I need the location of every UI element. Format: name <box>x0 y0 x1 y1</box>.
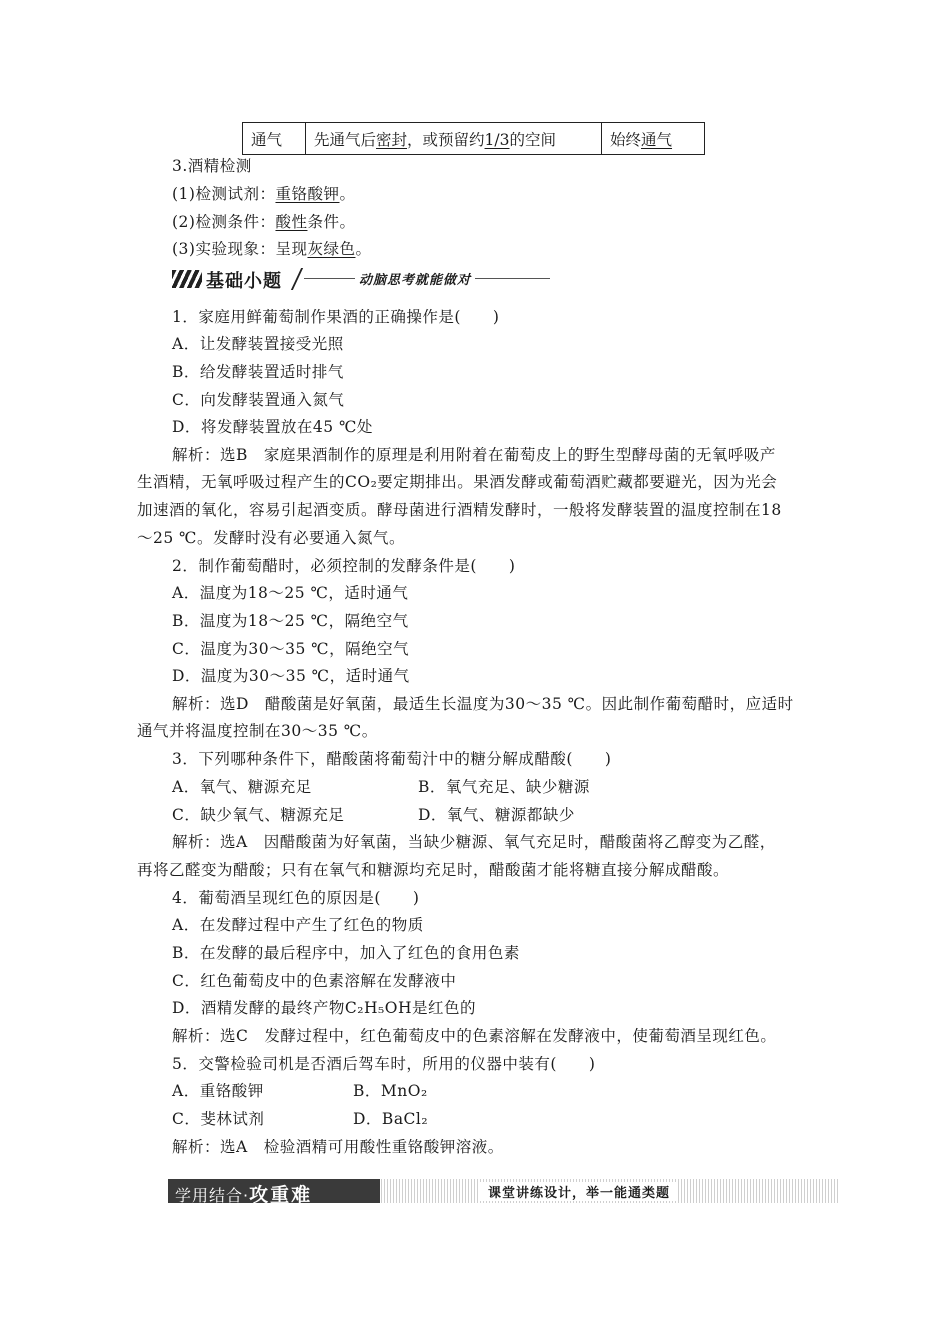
q5-option-b: B．MnO₂ <box>353 1082 428 1100</box>
q4-explanation-line: 解析：选C 发酵过程中，红色葡萄皮中的色素溶解在发酵液中，使葡萄酒呈现红色。 <box>172 1027 777 1045</box>
q2-option-d: D．温度为30～35 ℃，适时通气 <box>172 667 410 685</box>
q4-option-a: A．在发酵过程中产生了红色的物质 <box>172 916 424 934</box>
q2-option-c: C．温度为30～35 ℃，隔绝空气 <box>172 640 410 658</box>
q1-explanation-line: 生酒精，无氧呼吸过程产生的CO₂要定期排出。果酒发酵或葡萄酒贮藏都要避光，因为光会 <box>137 473 778 491</box>
comparison-table-row <box>242 122 705 155</box>
wine-column-cell: 先通气后密封，或预留约1/3的空间 <box>306 123 602 155</box>
banner-title: 学用结合·攻重难 <box>175 1184 313 1206</box>
q3-option-b: B．氧气充足、缺少糖源 <box>418 778 590 796</box>
question-4: 4．葡萄酒呈现红色的原因是( ) <box>172 889 420 907</box>
q5-option-d: D．BaCl₂ <box>353 1110 429 1128</box>
phenomenon-line: (3)实验现象：呈现灰绿色。 <box>172 240 372 258</box>
section-heading: 3.酒精检测 <box>172 157 252 175</box>
q5-option-c: C．斐林试剂 <box>172 1110 265 1128</box>
question-5: 5．交警检验司机是否酒后驾车时，所用的仪器中装有( ) <box>172 1055 596 1073</box>
question-3: 3．下列哪种条件下，醋酸菌将葡萄汁中的糖分解成醋酸( ) <box>172 750 612 768</box>
q5-option-a: A．重铬酸钾 <box>172 1082 264 1100</box>
q5-explanation-line: 解析：选A 检验酒精可用酸性重铬酸钾溶液。 <box>172 1138 504 1156</box>
q2-option-a: A．温度为18～25 ℃，适时通气 <box>172 584 409 602</box>
question-1: 1．家庭用鲜葡萄制作果酒的正确操作是( ) <box>172 308 500 326</box>
q1-explanation-line: ～25 ℃。发酵时没有必要通入氮气。 <box>137 529 405 547</box>
q1-option-b: B．给发酵装置适时排气 <box>172 363 344 381</box>
q1-explanation-line: 加速酒的氧化，容易引起酒变质。酵母菌进行酒精发酵时，一般将发酵装置的温度控制在18 <box>137 501 782 519</box>
q2-explanation-line: 通气并将温度控制在30～35 ℃。 <box>137 722 378 740</box>
q3-option-a: A．氧气、糖源充足 <box>172 778 312 796</box>
slash-decoration <box>291 268 303 290</box>
q1-option-d: D．将发酵装置放在45 ℃处 <box>172 418 373 436</box>
row-label-cell: 通气 <box>243 123 306 155</box>
q2-explanation-line: 解析：选D 醋酸菌是好氧菌，最适生长温度为30～35 ℃。因此制作葡萄醋时，应适时 <box>172 695 794 713</box>
question-2: 2．制作葡萄醋时，必须控制的发酵条件是( ) <box>172 557 516 575</box>
apply-section-banner <box>168 1179 838 1206</box>
reagent-line: (1)检测试剂：重铬酸钾。 <box>172 185 356 203</box>
stripes-decoration <box>172 270 202 288</box>
q1-option-c: C．向发酵装置通入氮气 <box>172 391 345 409</box>
q2-option-b: B．温度为18～25 ℃，隔绝空气 <box>172 612 409 630</box>
condition-line: (2)检测条件：酸性条件。 <box>172 213 356 231</box>
banner-title: 基础小题 <box>206 271 282 292</box>
vinegar-column-cell: 始终通气 <box>602 123 705 155</box>
q4-option-d: D．酒精发酵的最终产物C₂H₅OH是红色的 <box>172 999 476 1017</box>
q4-option-b: B．在发酵的最后程序中，加入了红色的食用色素 <box>172 944 520 962</box>
q4-option-c: C．红色葡萄皮中的色素溶解在发酵液中 <box>172 972 457 990</box>
q3-explanation-line: 再将乙醛变为醋酸；只有在氧气和糖源均充足时，醋酸菌才能将糖直接分解成醋酸。 <box>137 861 730 879</box>
q3-option-d: D．氧气、糖源都缺少 <box>418 806 575 824</box>
q1-explanation-line: 解析：选B 家庭果酒制作的原理是利用附着在葡萄皮上的野生型酵母菌的无氧呼吸产 <box>172 446 776 464</box>
banner-subtitle: 课堂讲练设计，举一能通类题 <box>480 1182 678 1201</box>
q1-option-a: A．让发酵装置接受光照 <box>172 335 344 353</box>
banner-subtitle: 动脑思考就能做对 <box>355 269 475 288</box>
basic-questions-banner <box>172 266 552 292</box>
q3-option-c: C．缺少氧气、糖源充足 <box>172 806 345 824</box>
q3-explanation-line: 解析：选A 因醋酸菌为好氧菌，当缺少糖源、氧气充足时，醋酸菌将乙醇变为乙醛， <box>172 833 776 851</box>
